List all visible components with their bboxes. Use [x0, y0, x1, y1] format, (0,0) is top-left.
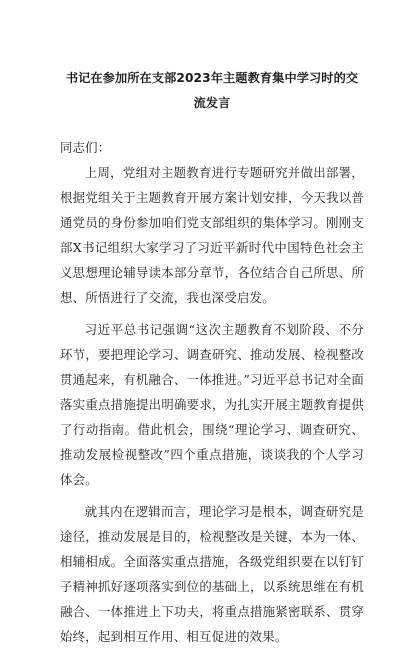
paragraph-3: 就其内在逻辑而言，理论学习是根本，调查研究是途径，推动发展是目的，检视整改是关键，本为一体、相辅相成。全面落实重点措施，各级党组织要在以钉钉子精神抓好逐项落实到位的基础上，以系统思维在有机融合、一体推进上下功夫，将重点措施紧密联系、贯穿始终，起到相互作用、相互促进的效果。: [60, 504, 364, 644]
salutation: 同志们：: [60, 140, 111, 155]
paragraph-1: 上周，党组对主题教育进行专题研究并做出部署，根据党组关于主题教育开展方案计划安排，今天我以普通党员的身份参加咱们党支部组织的集体学习。刚刚支部X书记组织大家学习了习近平新时代中国特色社会主义思想理论辅导读本部分章节，各位结合自己所思、所想、所悟进行了交流，我也深受启发。: [60, 165, 364, 305]
document-title: 书记在参加所在支部2023年主题教育集中学习时的交流发言: [65, 71, 359, 110]
paragraph-2: 习近平总书记强调“这次主题教育不划阶段、不分环节，要把理论学习、调查研究、推动发展、检视整改贯通起来，有机融合、一体推进。”习近平总书记对全面落实重点措施提出明确要求，为扎实开展主题教育提供了行动指南。借此机会，围绕“理论学习、调查研究、推动发展检视整改”四个重点措施，谈谈我的个人学习体会。: [60, 322, 364, 487]
